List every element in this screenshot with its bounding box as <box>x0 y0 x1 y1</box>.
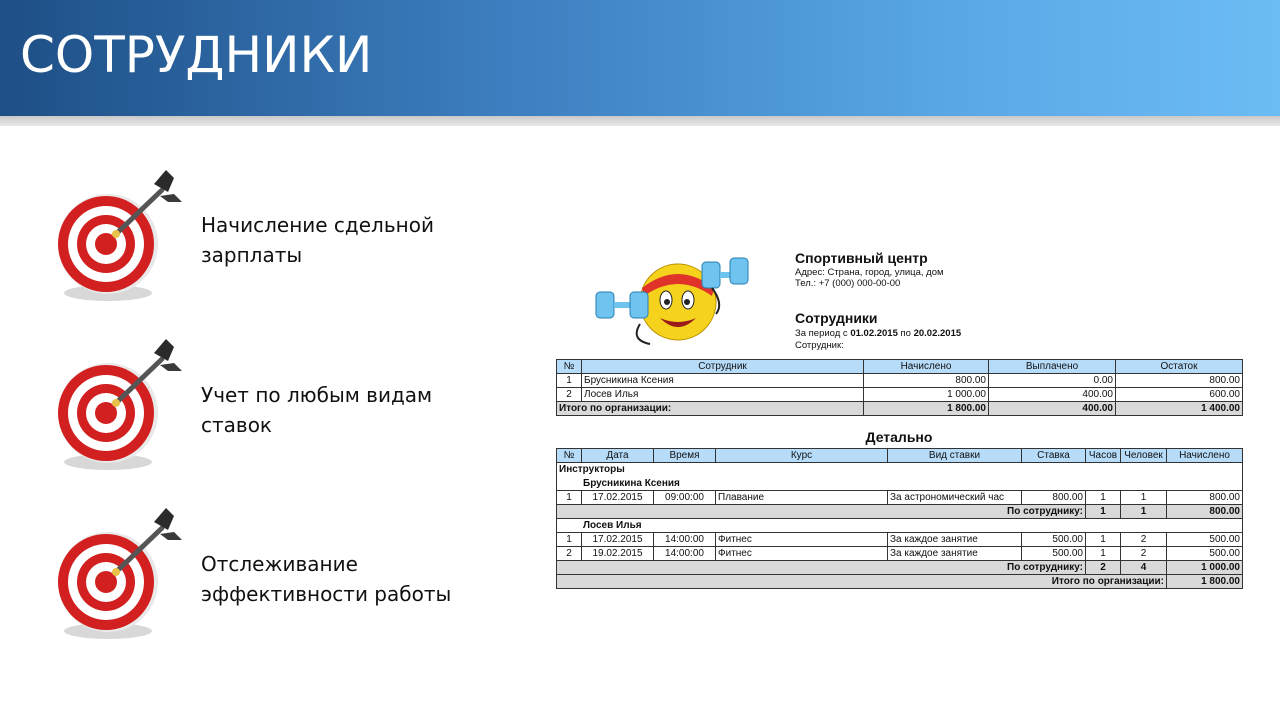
table-total-row <box>557 575 1243 589</box>
cell: Фитнес <box>716 547 888 561</box>
cell: 1 <box>1121 505 1167 519</box>
cell: 800.00 <box>1022 491 1086 505</box>
cell: 800.00 <box>1116 374 1243 388</box>
cell: За астрономический час <box>888 491 1022 505</box>
cell: 14:00:00 <box>654 533 716 547</box>
bullet-item-3 <box>50 506 470 646</box>
cell: 1 <box>557 374 582 388</box>
employee-row <box>557 477 1243 491</box>
col-header: Человек <box>1121 449 1167 463</box>
table-row <box>557 547 1243 561</box>
cell: 1 800.00 <box>1167 575 1243 589</box>
dartboard-target-icon <box>50 506 190 646</box>
cell: 500.00 <box>1167 533 1243 547</box>
header-divider <box>0 116 1280 126</box>
cell: 800.00 <box>1167 491 1243 505</box>
table-row <box>557 533 1243 547</box>
cell: 2 <box>1121 533 1167 547</box>
cell: Лосев Илья <box>582 388 864 402</box>
cell: Брусникина Ксения <box>582 374 864 388</box>
subtotal-row <box>557 505 1243 519</box>
cell: 800.00 <box>864 374 989 388</box>
bullet-item-1 <box>50 168 470 308</box>
cell: 19.02.2015 <box>582 547 654 561</box>
col-header: № <box>557 449 582 463</box>
col-header: Курс <box>716 449 888 463</box>
col-header: Сотрудник <box>582 360 864 374</box>
bullet-text: Учет по любым видам ставок <box>201 383 433 437</box>
cell: 09:00:00 <box>654 491 716 505</box>
cell: 1 <box>557 491 582 505</box>
report-period: За период с 01.02.2015 по 20.02.2015 <box>795 328 962 339</box>
cell: Плавание <box>716 491 888 505</box>
cell: 1 <box>1086 491 1121 505</box>
bullet-item-2 <box>50 337 470 477</box>
cell: 2 <box>1086 561 1121 575</box>
cell: 800.00 <box>1167 505 1243 519</box>
cell: 1 000.00 <box>1167 561 1243 575</box>
slide-title: СОТРУДНИКИ <box>20 26 373 84</box>
cell: 17.02.2015 <box>582 533 654 547</box>
cell: 2 <box>557 547 582 561</box>
report-title: Сотрудники <box>795 310 878 326</box>
cell: 2 <box>1121 547 1167 561</box>
col-header: Вид ставки <box>888 449 1022 463</box>
cell: 400.00 <box>989 388 1116 402</box>
cell: 1 <box>1086 533 1121 547</box>
employee-row <box>557 519 1243 533</box>
employee-name: Лосев Илья <box>557 519 1243 533</box>
detail-title: Детально <box>865 429 933 445</box>
cell: По сотруднику: <box>557 505 1086 519</box>
cell: 1 <box>1121 491 1167 505</box>
col-header: Часов <box>1086 449 1121 463</box>
cell: Фитнес <box>716 533 888 547</box>
cell: По сотруднику: <box>557 561 1086 575</box>
cell: 2 <box>557 388 582 402</box>
smiley-dumbbells-icon <box>590 250 750 350</box>
table-row <box>557 388 1243 402</box>
table-header-row <box>557 360 1243 374</box>
cell: 600.00 <box>1116 388 1243 402</box>
summary-table <box>556 359 1243 416</box>
org-address: Адрес: Страна, город, улица, дом <box>795 267 944 278</box>
employee-name: Брусникина Ксения <box>557 477 1243 491</box>
bullet-text: Отслеживание эффективности работы <box>201 552 452 606</box>
group-label: Инструкторы <box>557 463 1243 477</box>
bullet-text: Начисление сдельной зарплаты <box>201 213 434 267</box>
table-total-row <box>557 402 1243 416</box>
org-phone: Тел.: +7 (000) 000-00-00 <box>795 278 901 289</box>
cell: 500.00 <box>1167 547 1243 561</box>
col-header: Начислено <box>1167 449 1243 463</box>
cell: 1 800.00 <box>864 402 989 416</box>
col-header: Начислено <box>864 360 989 374</box>
col-header: Дата <box>582 449 654 463</box>
cell: 1 <box>1086 505 1121 519</box>
cell: 1 400.00 <box>1116 402 1243 416</box>
cell: 0.00 <box>989 374 1116 388</box>
cell: 4 <box>1121 561 1167 575</box>
cell: 17.02.2015 <box>582 491 654 505</box>
table-row <box>557 374 1243 388</box>
cell: 500.00 <box>1022 533 1086 547</box>
col-header: № <box>557 360 582 374</box>
cell: 500.00 <box>1022 547 1086 561</box>
group-row <box>557 463 1243 477</box>
cell: За каждое занятие <box>888 547 1022 561</box>
table-row <box>557 491 1243 505</box>
cell: За каждое занятие <box>888 533 1022 547</box>
cell: Итого по организации: <box>557 575 1167 589</box>
subtotal-row <box>557 561 1243 575</box>
col-header: Выплачено <box>989 360 1116 374</box>
cell: Итого по организации: <box>557 402 864 416</box>
col-header: Ставка <box>1022 449 1086 463</box>
org-name: Спортивный центр <box>795 250 928 266</box>
cell: 400.00 <box>989 402 1116 416</box>
col-header: Остаток <box>1116 360 1243 374</box>
cell: 14:00:00 <box>654 547 716 561</box>
table-header-row <box>557 449 1243 463</box>
report-employee-filter: Сотрудник: <box>795 340 844 351</box>
cell: 1 <box>557 533 582 547</box>
cell: 1 000.00 <box>864 388 989 402</box>
employee-report <box>556 246 1242 596</box>
detail-table <box>556 448 1243 589</box>
dartboard-target-icon <box>50 168 190 308</box>
col-header: Время <box>654 449 716 463</box>
cell: 1 <box>1086 547 1121 561</box>
dartboard-target-icon <box>50 337 190 477</box>
